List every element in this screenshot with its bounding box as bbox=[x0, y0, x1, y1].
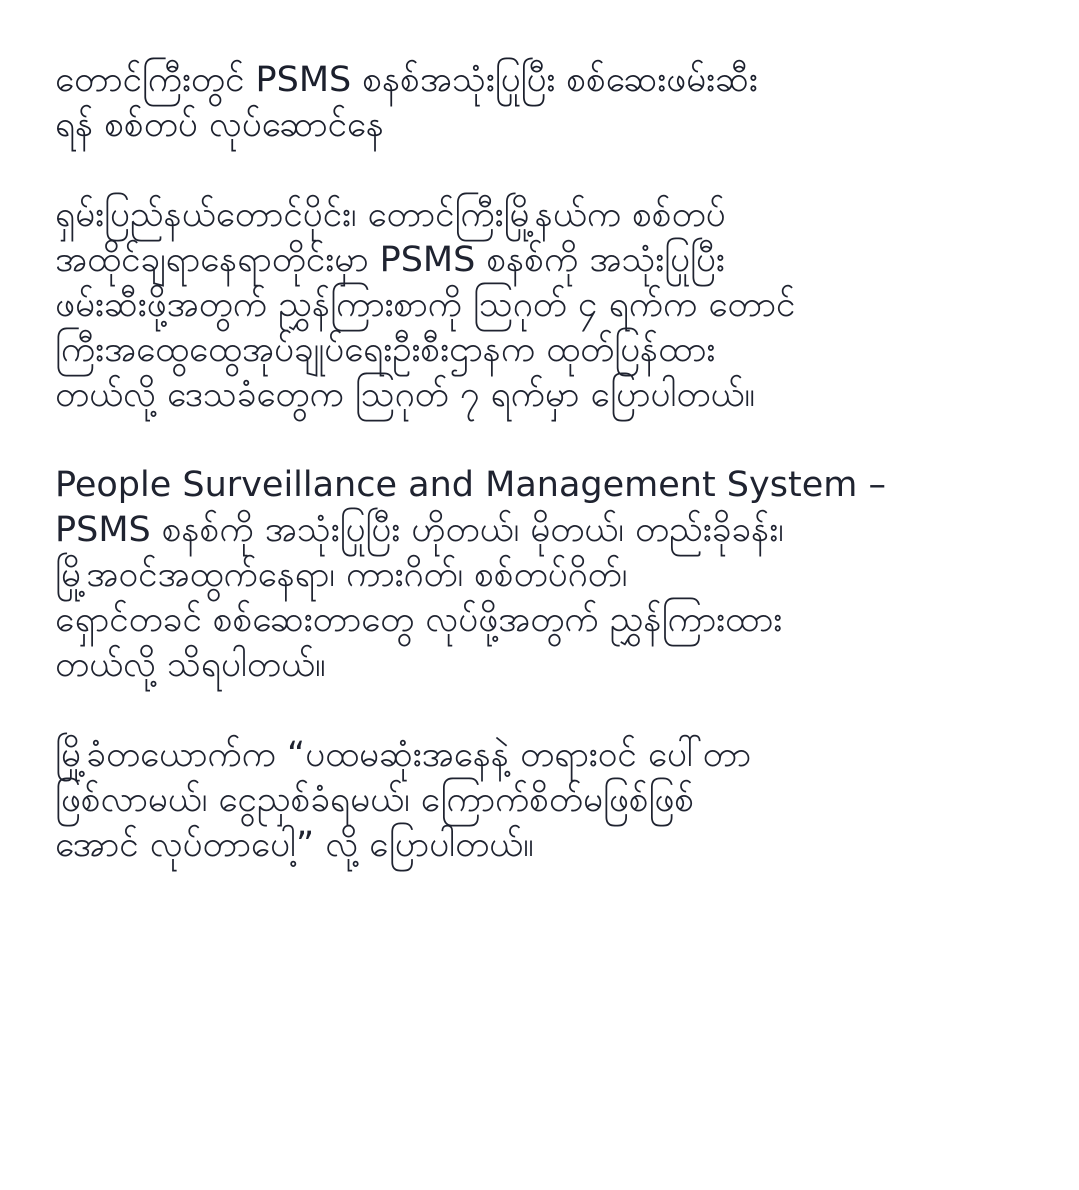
paragraph bbox=[55, 193, 1045, 418]
paragraph-line: မြို့ခံတယောက်က “ပထမဆုံးအနေနဲ့ တရားဝင် ပေါ်တာ bbox=[55, 735, 752, 775]
paragraph-line: PSMS စနစ်ကို အသုံးပြုပြီး ဟိုတယ်၊ မိုတယ်၊ တည်းခိုခန်း၊ bbox=[55, 510, 784, 550]
article-headline bbox=[55, 58, 1045, 148]
paragraph bbox=[55, 733, 1045, 868]
headline-line: ရန် စစ်တပ် လုပ်ဆောင်နေ bbox=[55, 105, 385, 145]
paragraph-line: ရှမ်းပြည်နယ်တောင်ပိုင်း၊ တောင်ကြီးမြို့နယ်က စစ်တပ် bbox=[55, 195, 726, 235]
paragraph-line: တယ်လို့ ဒေသခံတွေက ဩဂုတ် ၇ ရက်မှာ ပြောပါတယ်။ bbox=[55, 375, 756, 415]
article-body bbox=[55, 58, 1045, 913]
headline-line: တောင်ကြီးတွင် PSMS စနစ်အသုံးပြုပြီး စစ်ဆေးဖမ်းဆီး bbox=[55, 60, 758, 100]
paragraph-line: ရှောင်တခင် စစ်ဆေးတာတွေ လုပ်ဖို့အတွက် ညွှန်ကြားထား bbox=[55, 600, 783, 640]
paragraph bbox=[55, 463, 1045, 688]
paragraph-line: ဖမ်းဆီးဖို့အတွက် ညွှန်ကြားစာကို ဩဂုတ် ၄ ရက်က တောင် bbox=[55, 285, 796, 325]
paragraph-line: မြို့အဝင်အထွက်နေရာ၊ ကားဂိတ်၊ စစ်တပ်ဂိတ်၊ bbox=[55, 555, 628, 595]
paragraph-line: ကြီးအထွေထွေအုပ်ချုပ်ရေးဦးစီးဌာနက ထုတ်ပြန်ထား bbox=[55, 330, 716, 370]
paragraph-line: အထိုင်ချရာနေရာတိုင်းမှာ PSMS စနစ်ကို အသုံးပြုပြီး bbox=[55, 240, 725, 280]
paragraph-line: ဖြစ်လာမယ်၊ ငွေညှစ်ခံရမယ်၊ ကြောက်စိတ်မဖြစ်ဖြစ် bbox=[55, 780, 695, 820]
paragraph-line: People Surveillance and Management System – bbox=[55, 465, 886, 505]
paragraph-line: တယ်လို့ သိရပါတယ်။ bbox=[55, 645, 326, 685]
paragraph-line: အောင် လုပ်တာပေါ့” လို့ ပြောပါတယ်။ bbox=[55, 825, 534, 865]
